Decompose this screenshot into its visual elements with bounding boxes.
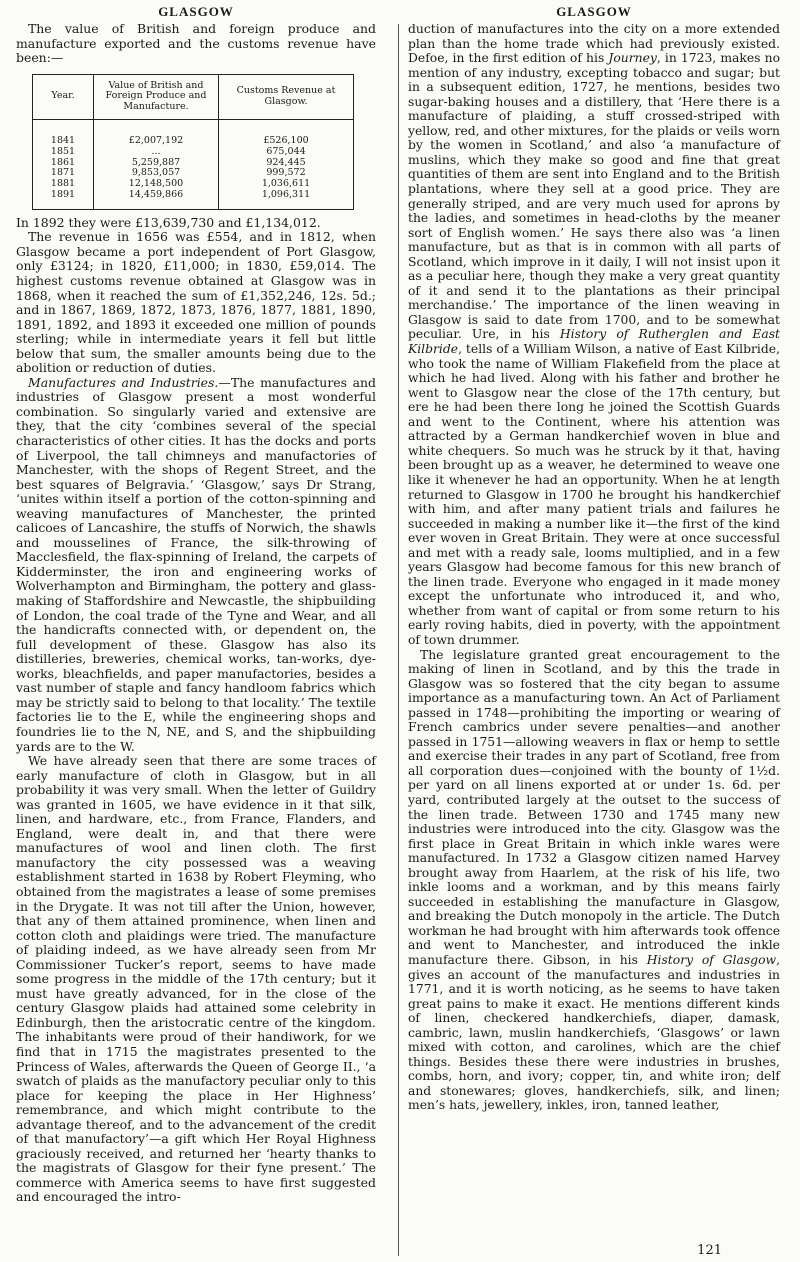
cell-value: ... <box>94 147 219 158</box>
paragraph-1892: In 1892 they were £13,639,730 and £1,134,012. <box>16 214 321 230</box>
cell-customs: 1,096,311 <box>219 190 354 209</box>
column-header-value: Value of British and Foreign Produce and Manufacture. <box>94 74 219 119</box>
column-divider <box>398 24 399 1256</box>
cell-customs: 1,036,611 <box>219 179 354 190</box>
cell-value: £2,007,192 <box>94 120 219 147</box>
right-column <box>402 0 786 1262</box>
cell-value: 9,853,057 <box>94 168 219 179</box>
cell-value: 5,259,887 <box>94 158 219 169</box>
cell-year: 1861 <box>33 158 94 169</box>
table-row <box>33 120 354 147</box>
cell-customs: £526,100 <box>219 120 354 147</box>
cell-value: 14,459,866 <box>94 190 219 209</box>
running-head-left: GLASGOW <box>158 4 234 19</box>
column-header-year: Year. <box>33 74 94 119</box>
page-number: 121 <box>697 1243 722 1258</box>
paragraph-defoe: duction of manufactures into the city on a more extended plan than the home trade which had previously existed. Defoe, in the first edition of his Journey, in 1723, makes no mention of any industry, excepting tobacco and sugar; but in a subsequent edition, 1727, he mentions, besides two sugar-baking houses and a distillery, that ‘Here there is a manufacture of plaiding, a stuff crossed-striped with yellow, red, and other mixtures, for the plaids or veils worn by the women in Scotland,’ and also ‘a manufacture of muslins, which they make so good and fine that great quantities of them are sent into England and to the British plantations, where they sell at a good price. They are generally striped, and are very much used for aprons by the ladies, and sometimes in head-cloths by the meaner sort of English women.’ He says there also was ‘a linen manufacture, but as that is in common with all parts of Scotland, which improve in it daily, I will not insist upon it as a peculiar here, though they make a very great quantity of it and send it to the plantations as their principal merchandise.’ The importance of the linen weaving in Glasgow is said to date from 1700, and to be somewhat peculiar. Ure, in his History of Rutherglen and East Kilbride, tells of a William Wilson, a native of East Kilbride, who took the name of William Flakefield from the place at which he had lived. Along with his father and brother he went to Glasgow near the close of the 17th century, but ere he had been there long he joined the Scottish Guards and went to the Continent, where his attention was attracted by a German handkerchief woven in blue and white chequers. So much was he struck by it that, having been brought up as a weaver, he determined to weave one like it whenever he had an opportunity. When he at length returned to Glasgow in 1700 he brought his handkerchief with him, and after many patient trials and failures he succeeded in making a number like it—the first of the kind ever woven in Great Britain. They were at once successful and met with a ready sale, looms multiplied, and in a few years Glasgow had become famous for this new branch of the linen trade. Everyone who engaged in it made money except the unfortunate who introduced it, and who, whether from want of capital or from some return to his early roving habits, died in poverty, with the appointment of town drummer. <box>408 22 780 647</box>
cell-year: 1841 <box>33 120 94 147</box>
cell-value: 12,148,500 <box>94 179 219 190</box>
intro-paragraph: The value of British and foreign produce and manufacture exported and the customs revenue have been:— <box>16 21 376 66</box>
paragraph-manufactures: Manufactures and Industries.—The manufactures and industries of Glasgow present a most wonderful combination. So singularly varied and extensive are they, that the city ‘combines several of the special characteristics of other cities. It has the docks and ports of Liverpool, the tall chimneys and manufactories of Manchester, with the shops of Regent Street, and the best squares of Belgravia.’ ‘Glasgow,’ says Dr Strang, ‘unites within itself a portion of the cotton-spinning and weaving manufactures of Manchester, the printed calicoes of Lancashire, the stuffs of Norwich, the shawls and mousselines of France, the silk-throwing of Macclesfield, the flax-spinning of Ireland, the carpets of Kidderminster, the iron and engineering works of Wolverhampton and Birmingham, the pottery and glass-making of Staffordshire and Newcastle, the shipbuilding of London, the coal trade of the Tyne and Wear, and all the handicrafts connected with, or dependent on, the full development of these. Glasgow has also its distilleries, breweries, chemical works, tan-works, dye-works, bleachfields, and paper manufactories, besides a vast number of staple and fancy handloom fabrics which may be strictly said to belong to that locality.’ The textile factories lie to the E, while the engineering shops and foundries lie to the N, NE, and S, and the shipbuilding yards are to the W. <box>16 374 377 754</box>
paragraph-legislature: The legislature granted great encouragement to the making of linen in Scotland, and by this the trade in Glasgow was so fostered that the city began to assume importance as a manufacturing town. An Act of Parliament passed in 1748—prohibiting the importing or wearing of French cambrics under severe penalties—and another passed in 1751—allowing weavers in flax or hemp to settle and exercise their trades in any part of Scotland, free from all corporation dues—conjoined with the bounty of 1½d. per yard on all linens exported at or under 1s. 6d. per yard, contributed largely at the outset to the success of the linen trade. Between 1730 and 1745 many new industries were introduced into the city. Glasgow was the first place in Great Britain in which inkle wares were manufactured. In 1732 a Glasgow citizen named Harvey brought away from Haarlem, at the risk of his life, two inkle looms and a workman, and by this means fairly succeeded in establishing the manufacture in Glasgow, and breaking the Dutch monopoly in the article. The Dutch workman he had brought with him afterwards took offence and went to Manchester, and introduced the inkle manufacture there. Gibson, in his History of Glasgow, gives an account of the manufactures and industries in 1771, and it is worth noticing, as he seems to have taken great pains to make it exact. He mentions different kinds of linen, checkered handkerchiefs, diaper, damask, cambric, lawn, muslin handkerchiefs, ‘Glasgows’ or lawn mixed with cotton, and carolines, which are the chief things. Besides these there were industries in brushes, combs, horn, and ivory; copper, tin, and white iron; delf and stonewares; gloves, handkerchiefs, silk, and linen; men’s hats, jewellery, inkles, iron, tanned leather, <box>408 647 780 1113</box>
cell-year: 1871 <box>33 168 94 179</box>
cell-year: 1881 <box>33 179 94 190</box>
table-header-row <box>33 74 354 119</box>
table-row <box>33 147 354 158</box>
cell-customs: 924,445 <box>219 158 354 169</box>
left-column <box>0 0 384 1262</box>
title-history-glasgow: History of Glasgow <box>646 953 777 967</box>
running-head-right: GLASGOW <box>556 4 632 19</box>
title-history-rutherglen: History of Rutherglen and East Kilbride <box>408 327 780 357</box>
cell-year: 1851 <box>33 147 94 158</box>
paragraph-revenue: The revenue in 1656 was £554, and in 1812, when Glasgow became a port independent of Port Glasgow, only £3124; in 1820, £11,000; in 1830, £59,014. The highest customs revenue obtained at Glasgow was in 1868, when it reached the sum of £1,352,246, 12s. 5d.; and in 1867, 1869, 1872, 1873, 1876, 1877, 1881, 1890, 1891, 1892, and 1893 it exceeded one million of pounds sterling; while in intermediate years it fell but little below that sum, the smaller amounts being due to the abolition or reduction of duties. <box>16 229 376 376</box>
export-revenue-table <box>32 74 354 210</box>
column-header-customs: Customs Revenue at Glasgow. <box>219 74 354 119</box>
section-heading-manufactures: Manufactures and Industries. <box>28 374 219 390</box>
table-row <box>33 190 354 209</box>
paragraph-cloth: We have already seen that there are some traces of early manufacture of cloth in Glasgow, but in all probability it was very small. When the letter of Guildry was granted in 1605, we have evidence in it that silk, linen, and hardware, etc., from France, Flanders, and England, were dealt in, and that there were manufactures of wool and linen cloth. The first manufactory the city possessed was a weaving establishment started in 1638 by Robert Fleyming, who obtained from the magistrates a lease of some premises in the Drygate. It was not till after the Union, however, that any of them attained prominence, when linen and cotton cloth and plaidings were tried. The manufacture of plaiding indeed, as we have already seen from Mr Commissioner Tucker’s report, seems to have made some progress in the middle of the 17th century; but it must have greatly advanced, for in the close of the century Glasgow plaids had attained some celebrity in Edinburgh, then the aristocratic centre of the kingdom. The inhabitants were proud of their handiwork, for we find that in 1715 the magistrates presented to the Princess of Wales, afterwards the Queen of George II., ‘a swatch of plaids as the manufactory peculiar only to this place for keeping the place in Her Highness’ remembrance, and which might contribute to the advantage thereof, and to the advancement of the credit of that manufactory’—a gift which Her Royal Highness graciously received, and returned her ‘hearty thanks to the magistrats of Glasgow for their fyne present.’ The commerce with America seems to have first suggested and encouraged the intro- <box>16 753 376 1205</box>
cell-customs: 999,572 <box>219 168 354 179</box>
cell-year: 1891 <box>33 190 94 209</box>
title-journey: Journey <box>608 51 657 66</box>
cell-customs: 675,044 <box>219 147 354 158</box>
